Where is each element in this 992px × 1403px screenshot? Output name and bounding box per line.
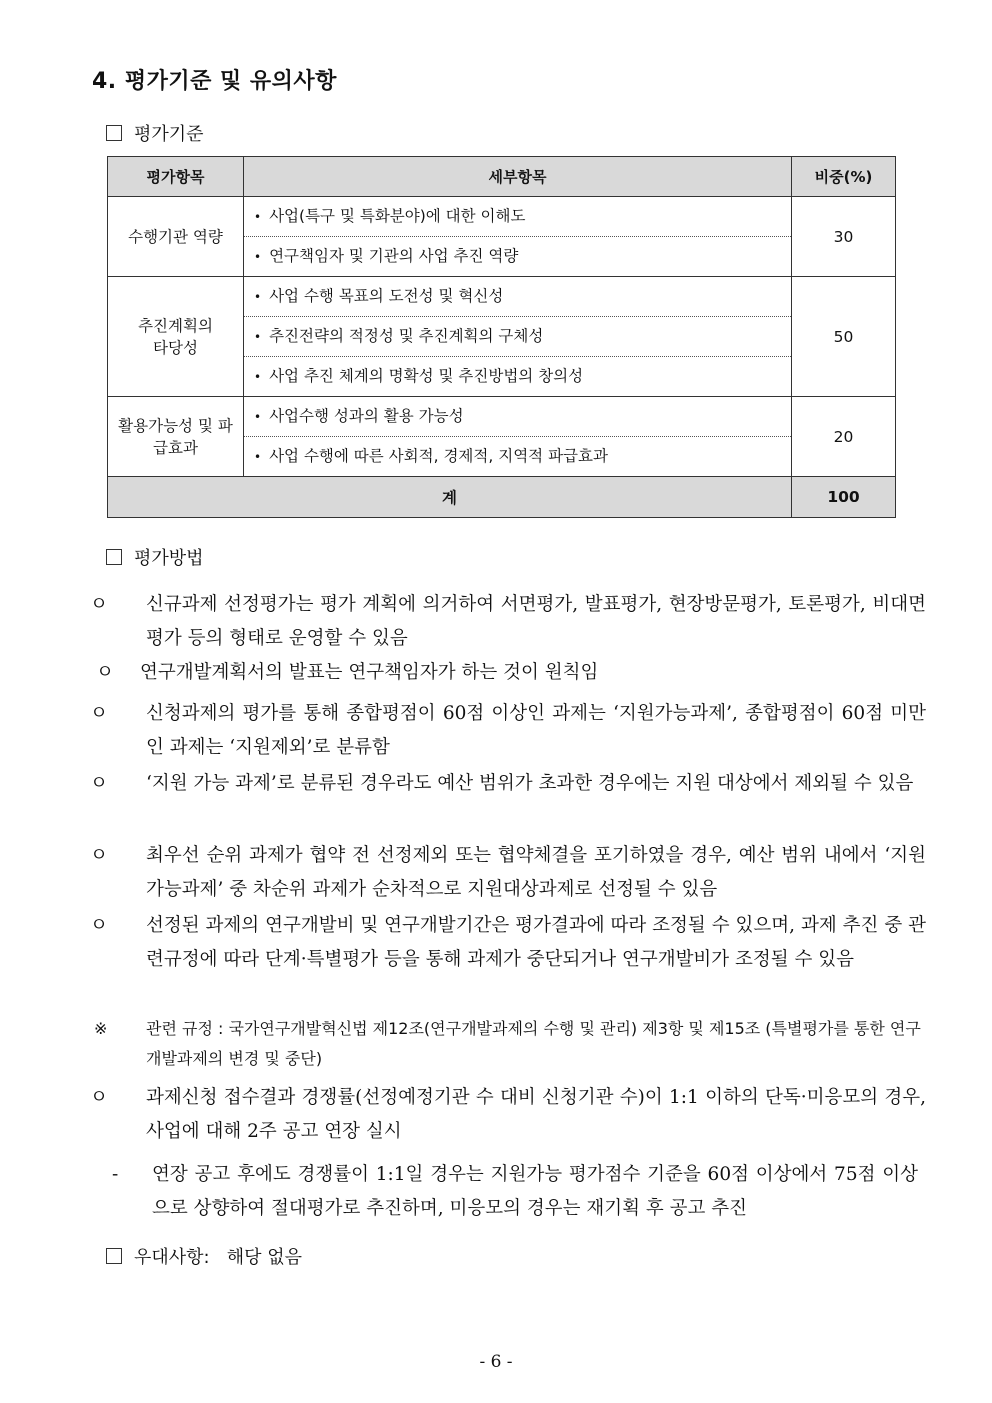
header-category: 평가항목 (108, 157, 244, 197)
weight-cell: 30 (792, 197, 896, 277)
items-cell (244, 397, 792, 477)
category-cell: 활용가능성 및 파급효과 (108, 397, 244, 477)
dash-item: - 연장 공고 후에도 경쟁률이 1:1일 경우는 지원가능 평가점수 기준을 60점 이상에서 75점 이상으로 상향하여 절대평가로 추진하며, 미응모의 경우는 재기획 후 공고 추진 (112, 1164, 918, 1219)
list-item: • 사업 수행에 따른 사회적, 경제적, 지역적 파급효과 (254, 447, 608, 465)
table-header-row (108, 157, 896, 197)
method-subtitle: 평가방법 (106, 544, 204, 570)
method-paragraph: ㅇ 신규과제 선정평가는 평가 계획에 의거하여 서면평가, 발표평가, 현장방문평가, 토론평가, 비대면평가 등의 형태로 운영할 수 있음 (90, 594, 926, 649)
table-row (108, 397, 896, 477)
header-items: 세부항목 (244, 157, 792, 197)
list-item: • 추진전략의 적정성 및 추진계획의 구체성 (244, 317, 791, 357)
total-label: 계 (108, 477, 792, 518)
checkbox-square-icon (106, 549, 122, 565)
total-row (108, 477, 896, 518)
preference-line: 우대사항: 해당 없음 (106, 1243, 302, 1269)
method-paragraph: ㅇ 연구개발계획서의 발표는 연구책임자가 하는 것이 원칙임 (96, 662, 599, 683)
criteria-subtitle: 평가기준 (106, 120, 204, 146)
evaluation-criteria-table (107, 156, 896, 518)
section-heading: 4. 평가기준 및 유의사항 (92, 69, 337, 94)
list-item: • 사업 수행 목표의 도전성 및 혁신성 (244, 277, 791, 317)
header-weight: 비중(%) (792, 157, 896, 197)
category-cell: 추진계획의 타당성 (108, 277, 244, 397)
list-item: • 사업수행 성과의 활용 가능성 (244, 397, 791, 437)
list-item: • 연구책임자 및 기관의 사업 추진 역량 (254, 247, 519, 265)
items-cell (244, 197, 792, 277)
method-paragraph: ㅇ 선정된 과제의 연구개발비 및 연구개발기간은 평가결과에 따라 조정될 수 있으며, 과제 추진 중 관련규정에 따라 단계·특별평가 등을 통해 과제가 중단되거나 연구개발비가 조정될 수 있음 (90, 915, 926, 970)
category-cell: 수행기관 역량 (108, 197, 244, 277)
table-row (108, 277, 896, 397)
checkbox-square-icon (106, 1248, 122, 1264)
list-item: • 사업 추진 체계의 명확성 및 추진방법의 창의성 (254, 367, 584, 385)
items-cell (244, 277, 792, 397)
method-paragraph: ㅇ 최우선 순위 과제가 협약 전 선정제외 또는 협약체결을 포기하였을 경우, 예산 범위 내에서 ‘지원가능과제’ 중 차순위 과제가 순차적으로 지원대상과제로 선정될 수 있음 (90, 845, 926, 900)
page-number: - 6 - (479, 1352, 513, 1372)
regulation-note: ※ 관련 규정 : 국가연구개발혁신법 제12조(연구개발과제의 수행 및 관리) 제3항 및 제15조 (특별평가를 통한 연구개발과제의 변경 및 중단) (94, 1019, 921, 1068)
weight-cell: 50 (792, 277, 896, 397)
method-paragraph: ㅇ 신청과제의 평가를 통해 종합평점이 60점 이상인 과제는 ‘지원가능과제’, 종합평점이 60점 미만인 과제는 ‘지원제외’로 분류함 (90, 703, 926, 758)
checkbox-square-icon (106, 125, 122, 141)
weight-cell: 20 (792, 397, 896, 477)
list-item: • 사업(특구 및 특화분야)에 대한 이해도 (244, 197, 791, 237)
method-paragraph: ㅇ 과제신청 접수결과 경쟁률(선정예정기관 수 대비 신청기관 수)이 1:1 이하의 단독·미응모의 경우, 사업에 대해 2주 공고 연장 실시 (90, 1087, 926, 1142)
total-value: 100 (792, 477, 896, 518)
table-row (108, 197, 896, 277)
method-paragraph: ㅇ ‘지원 가능 과제’로 분류된 경우라도 예산 범위가 초과한 경우에는 지원 대상에서 제외될 수 있음 (90, 773, 914, 794)
